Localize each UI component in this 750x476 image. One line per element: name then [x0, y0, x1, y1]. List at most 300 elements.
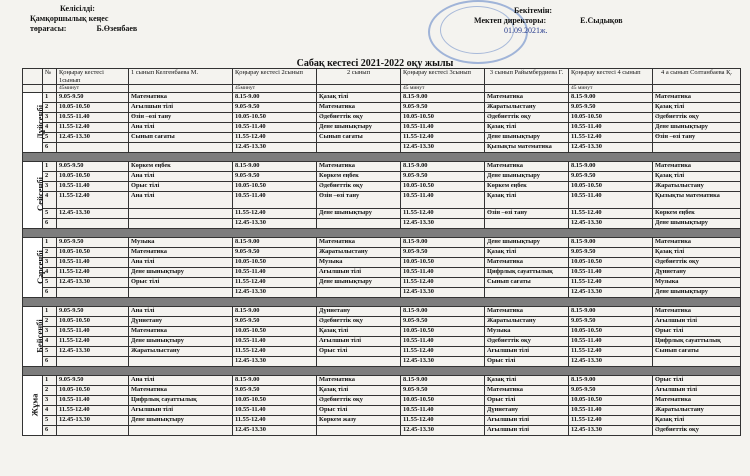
subject-cell	[317, 219, 401, 229]
subject-cell: Қазақ тілі	[317, 93, 401, 103]
day-name: Сейсенбі	[35, 176, 46, 212]
bell-time: 12.45-13.30	[57, 416, 129, 426]
col-bell3: Қоңырау кестесі 3сынып	[401, 69, 485, 85]
bell-time: 8.15-9.00	[233, 93, 317, 103]
bell-time: 9.05-9.50	[401, 248, 485, 258]
table-row	[23, 268, 741, 278]
bell-time: 10.05-10.50	[569, 327, 653, 337]
bell-time: 10.55-11.40	[233, 337, 317, 347]
subject-cell: Сынып сағаты	[317, 133, 401, 143]
day-name: Жұма	[29, 393, 40, 416]
bell-time: 8.15-9.00	[569, 376, 653, 386]
subject-cell: Көркем еңбек	[317, 172, 401, 182]
subject-cell: Әдебиеттік оқу	[317, 182, 401, 192]
bell-time: 8.15-9.00	[401, 307, 485, 317]
minutes-2: 45минут	[233, 85, 317, 93]
bell-time: 9.05-9.50	[57, 376, 129, 386]
bell-time: 10.05-10.50	[233, 396, 317, 406]
subject-cell	[317, 143, 401, 153]
bell-time: 12.45-13.30	[569, 143, 653, 153]
bell-time: 10.55-11.40	[233, 406, 317, 416]
subject-cell	[317, 357, 401, 367]
subject-cell: Әдебиеттік оқу	[653, 113, 741, 123]
bell-time: 11.55-12.40	[233, 416, 317, 426]
lesson-number: 6	[43, 143, 57, 153]
table-row	[23, 396, 741, 406]
subject-cell: Өзін –өзі тану	[317, 192, 401, 209]
lesson-number: 2	[43, 103, 57, 113]
bell-time: 10.05-10.50	[401, 327, 485, 337]
subject-cell	[485, 219, 569, 229]
bell-time: 12.45-13.30	[57, 278, 129, 288]
subject-cell: Әдебиеттік оқу	[653, 426, 741, 436]
table-row	[23, 93, 741, 103]
subject-cell: Ана тілі	[129, 123, 233, 133]
subject-cell: Орыс тілі	[653, 327, 741, 337]
lesson-number: 1	[43, 376, 57, 386]
bell-time: 8.15-9.00	[233, 162, 317, 172]
subject-cell: Өзін –өзі тану	[129, 113, 233, 123]
subject-cell: Әдебиеттік оқу	[317, 396, 401, 406]
bell-time: 10.55-11.40	[233, 123, 317, 133]
bell-time: 10.55-11.40	[569, 192, 653, 209]
bell-time	[57, 426, 129, 436]
approval-date: 01.09.2021ж.	[504, 26, 548, 35]
subject-cell: Музыка	[653, 278, 741, 288]
subject-cell: Орыс тілі	[317, 347, 401, 357]
subject-cell: Ана тілі	[129, 172, 233, 182]
bell-time: 12.45-13.30	[233, 143, 317, 153]
subject-cell: Музыка	[485, 327, 569, 337]
subject-cell: Ағылшын тілі	[485, 347, 569, 357]
bell-time: 10.55-11.40	[57, 258, 129, 268]
bell-time: 12.45-13.30	[401, 143, 485, 153]
bell-time: 12.45-13.30	[233, 426, 317, 436]
bell-time: 10.05-10.50	[57, 386, 129, 396]
bell-time: 11.55-12.40	[401, 209, 485, 219]
bell-time: 8.15-9.00	[233, 307, 317, 317]
agreed-label: Келісілді:	[60, 4, 95, 13]
subject-cell	[485, 288, 569, 298]
subject-cell	[129, 288, 233, 298]
bell-time: 9.05-9.50	[569, 386, 653, 396]
subject-cell: Қазақ тілі	[485, 123, 569, 133]
subject-cell: Цифрлық сауаттылық	[653, 337, 741, 347]
col-class3: 3 сынып Райымбердиева Г.	[485, 69, 569, 85]
table-row	[23, 133, 741, 143]
subject-cell: Дене шынықтыру	[129, 268, 233, 278]
subject-cell: Дене шынықтыру	[317, 209, 401, 219]
subject-cell: Музыка	[129, 238, 233, 248]
subject-cell: Жаратылыстану	[129, 347, 233, 357]
subject-cell	[317, 426, 401, 436]
day-label	[23, 376, 43, 436]
subject-cell: Әдебиеттік оқу	[485, 337, 569, 347]
bell-time: 11.55-12.40	[233, 347, 317, 357]
table-row	[23, 219, 741, 229]
table-row	[23, 192, 741, 209]
lesson-number: 5	[43, 209, 57, 219]
subject-cell: Ағылшын тілі	[317, 268, 401, 278]
bell-time: 11.55-12.40	[401, 416, 485, 426]
subject-cell: Математика	[317, 103, 401, 113]
bell-time	[57, 143, 129, 153]
subject-cell: Әдебиеттік оқу	[317, 113, 401, 123]
subject-cell: Қызықты математика	[485, 143, 569, 153]
bell-time: 10.05-10.50	[401, 258, 485, 268]
subject-cell: Цифрлық сауаттылық	[485, 268, 569, 278]
bell-time: 12.45-13.30	[401, 219, 485, 229]
bell-time: 10.55-11.40	[401, 268, 485, 278]
bell-time: 11.55-12.40	[233, 209, 317, 219]
day-separator	[23, 229, 741, 238]
subject-cell: Дене шынықтыру	[485, 133, 569, 143]
table-row	[23, 209, 741, 219]
bell-time	[57, 219, 129, 229]
bell-time: 10.55-11.40	[569, 406, 653, 416]
bell-time: 12.45-13.30	[233, 219, 317, 229]
bell-time: 10.55-11.40	[569, 123, 653, 133]
bell-time: 12.45-13.30	[233, 357, 317, 367]
subject-cell: Математика	[485, 307, 569, 317]
lesson-number: 1	[43, 307, 57, 317]
subject-cell: Қазақ тілі	[485, 192, 569, 209]
agreement-block	[30, 4, 137, 34]
subject-cell: Өзін –өзі тану	[485, 209, 569, 219]
col-class2: 2 сынып	[317, 69, 401, 85]
subject-cell: Қазақ тілі	[317, 327, 401, 337]
bell-time: 12.45-13.30	[57, 209, 129, 219]
bell-time: 9.05-9.50	[233, 317, 317, 327]
day-label	[23, 93, 46, 153]
day-label	[23, 307, 43, 367]
table-row	[23, 238, 741, 248]
subject-cell: Ағылшын тілі	[653, 386, 741, 396]
subject-cell: Дүниетану	[485, 406, 569, 416]
director-label: Мектеп директоры:	[474, 16, 547, 25]
bell-time: 10.05-10.50	[57, 172, 129, 182]
subject-cell: Көркем еңбек	[485, 182, 569, 192]
subject-cell	[129, 209, 233, 219]
bell-time: 9.05-9.50	[57, 162, 129, 172]
subject-cell: Жаратылыстану	[485, 317, 569, 327]
subject-cell: Дене шынықтыру	[653, 219, 741, 229]
lesson-number: 3	[43, 182, 57, 192]
bell-time: 10.05-10.50	[233, 182, 317, 192]
bell-time: 10.55-11.40	[569, 337, 653, 347]
subject-cell: Көркем жазу	[317, 416, 401, 426]
table-row	[23, 337, 741, 347]
subject-cell: Музыка	[317, 258, 401, 268]
lesson-number: 4	[43, 192, 57, 209]
subject-cell: Дене шынықтыру	[317, 123, 401, 133]
table-row	[23, 416, 741, 426]
minutes-1: 45минут	[57, 85, 129, 93]
lesson-number: 3	[43, 396, 57, 406]
table-row	[23, 162, 741, 172]
subject-cell: Дене шынықтыру	[653, 288, 741, 298]
lesson-number: 5	[43, 347, 57, 357]
bell-time: 9.05-9.50	[233, 172, 317, 182]
subject-cell: Дене шынықтыру	[317, 278, 401, 288]
subject-cell: Математика	[485, 162, 569, 172]
col-class1: 1 сынып Келгенбаева М.	[129, 69, 233, 85]
bell-time: 8.15-9.00	[569, 238, 653, 248]
subject-cell: Дүниетану	[317, 307, 401, 317]
lesson-number: 6	[43, 288, 57, 298]
bell-time: 8.15-9.00	[233, 238, 317, 248]
subject-cell: Ағылшын тілі	[485, 426, 569, 436]
lesson-number: 5	[43, 133, 57, 143]
col-bell1: Қоңырау кестесі 1сынып	[57, 69, 129, 85]
subject-cell: Қазақ тілі	[317, 386, 401, 396]
bell-time: 11.55-12.40	[401, 278, 485, 288]
table-row	[23, 123, 741, 133]
bell-time: 9.05-9.50	[233, 248, 317, 258]
bell-time: 11.55-12.40	[57, 268, 129, 278]
bell-time: 9.05-9.50	[401, 172, 485, 182]
bell-time	[57, 357, 129, 367]
subject-cell: Орыс тілі	[485, 396, 569, 406]
bell-time: 10.55-11.40	[401, 337, 485, 347]
subject-cell: Математика	[129, 327, 233, 337]
lesson-number: 4	[43, 268, 57, 278]
bell-time: 10.05-10.50	[569, 113, 653, 123]
header-row	[23, 69, 741, 85]
subject-cell: Жаратылыстану	[485, 103, 569, 113]
corner-cell	[23, 69, 43, 85]
table-row	[23, 357, 741, 367]
subject-cell: Математика	[653, 238, 741, 248]
bell-time: 11.55-12.40	[57, 123, 129, 133]
lesson-number: 1	[43, 93, 57, 103]
minutes-row	[23, 85, 741, 93]
table-row	[23, 307, 741, 317]
lesson-number: 1	[43, 162, 57, 172]
subject-cell: Ағылшын тілі	[129, 103, 233, 113]
subject-cell: Сынып сағаты	[485, 278, 569, 288]
bell-time: 10.55-11.40	[401, 192, 485, 209]
table-row	[23, 426, 741, 436]
bell-time: 10.55-11.40	[57, 396, 129, 406]
bell-time: 12.45-13.30	[569, 357, 653, 367]
lesson-number: 2	[43, 172, 57, 182]
lesson-number: 4	[43, 123, 57, 133]
bell-time: 11.55-12.40	[569, 416, 653, 426]
lesson-number: 2	[43, 386, 57, 396]
bell-time: 8.15-9.00	[401, 93, 485, 103]
bell-time: 10.05-10.50	[57, 103, 129, 113]
table-row	[23, 347, 741, 357]
subject-cell: Математика	[653, 396, 741, 406]
council-title: төрағасы:	[30, 24, 67, 33]
lesson-number: 6	[43, 219, 57, 229]
subject-cell: Дүниетану	[129, 317, 233, 327]
bell-time: 11.55-12.40	[569, 209, 653, 219]
bell-time: 12.45-13.30	[57, 133, 129, 143]
subject-cell: Дене шынықтыру	[129, 416, 233, 426]
bell-time: 8.15-9.00	[569, 162, 653, 172]
bell-time: 10.05-10.50	[57, 248, 129, 258]
bell-time: 8.15-9.00	[401, 162, 485, 172]
subject-cell: Дене шынықтыру	[653, 123, 741, 133]
table-row	[23, 103, 741, 113]
day-label	[23, 238, 43, 298]
subject-cell: Көркем еңбек	[653, 209, 741, 219]
bell-time: 10.55-11.40	[57, 113, 129, 123]
subject-cell: Орыс тілі	[129, 182, 233, 192]
subject-cell: Математика	[129, 248, 233, 258]
bell-time: 10.05-10.50	[233, 258, 317, 268]
subject-cell: Қызықты математика	[653, 192, 741, 209]
subject-cell: Дене шынықтыру	[485, 238, 569, 248]
subject-cell: Қазақ тілі	[653, 248, 741, 258]
bell-time: 11.55-12.40	[401, 133, 485, 143]
bell-time: 9.05-9.50	[57, 238, 129, 248]
subject-cell: Орыс тілі	[653, 376, 741, 386]
table-row	[23, 258, 741, 268]
subject-cell	[129, 219, 233, 229]
table-row	[23, 288, 741, 298]
lesson-number: 1	[43, 238, 57, 248]
lesson-number: 6	[43, 426, 57, 436]
subject-cell: Әдебиеттік оқу	[485, 113, 569, 123]
bell-time: 10.55-11.40	[401, 123, 485, 133]
table-row	[23, 113, 741, 123]
bell-time: 11.55-12.40	[233, 278, 317, 288]
table-row	[23, 317, 741, 327]
director-name: Е.Сыдықов	[580, 16, 623, 25]
subject-cell: Ана тілі	[129, 307, 233, 317]
bell-time: 9.05-9.50	[233, 386, 317, 396]
subject-cell: Орыс тілі	[317, 406, 401, 416]
bell-time: 12.45-13.30	[401, 426, 485, 436]
bell-time: 10.05-10.50	[57, 317, 129, 327]
day-separator	[23, 298, 741, 307]
subject-cell: Қазақ тілі	[485, 248, 569, 258]
day-separator	[23, 367, 741, 376]
subject-cell: Математика	[317, 238, 401, 248]
subject-cell: Ағылшын тілі	[485, 416, 569, 426]
bell-time: 9.05-9.50	[57, 307, 129, 317]
subject-cell: Әдебиеттік оқу	[317, 317, 401, 327]
council-name: Б.Өзенбаев	[96, 24, 138, 33]
day-name: Дүйсенбі	[35, 104, 46, 139]
bell-time: 9.05-9.50	[401, 103, 485, 113]
lesson-number: 2	[43, 317, 57, 327]
subject-cell: Ағылшын тілі	[129, 406, 233, 416]
day-name: Бейсенбі	[34, 318, 45, 353]
bell-time: 12.45-13.30	[401, 357, 485, 367]
subject-cell	[129, 143, 233, 153]
schedule-body	[23, 93, 741, 436]
bell-time: 9.05-9.50	[57, 93, 129, 103]
bell-time: 12.45-13.30	[233, 288, 317, 298]
bell-time: 9.05-9.50	[569, 317, 653, 327]
subject-cell: Математика	[317, 162, 401, 172]
council-line-1: Қамқоршылық кеңес	[30, 14, 109, 23]
subject-cell: Орыс тілі	[485, 357, 569, 367]
subject-cell: Ағылшын тілі	[317, 337, 401, 347]
bell-time: 10.05-10.50	[401, 113, 485, 123]
subject-cell: Математика	[129, 93, 233, 103]
approved-label: Бекітемін:	[514, 6, 553, 15]
subject-cell: Ағылшын тілі	[653, 317, 741, 327]
bell-time: 8.15-9.00	[401, 376, 485, 386]
bell-time: 11.55-12.40	[569, 278, 653, 288]
subject-cell: Математика	[317, 376, 401, 386]
table-row	[23, 327, 741, 337]
subject-cell: Дене шынықтыру	[485, 172, 569, 182]
subject-cell: Әдебиеттік оқу	[653, 258, 741, 268]
col-num: №	[43, 69, 57, 85]
subject-cell: Сынып сағаты	[129, 133, 233, 143]
bell-time: 12.45-13.30	[569, 288, 653, 298]
approval-block	[474, 6, 623, 36]
lesson-number: 6	[43, 357, 57, 367]
subject-cell: Математика	[485, 93, 569, 103]
bell-time: 8.15-9.00	[569, 307, 653, 317]
lesson-number: 4	[43, 337, 57, 347]
bell-time: 10.05-10.50	[401, 396, 485, 406]
bell-time: 8.15-9.00	[401, 238, 485, 248]
subject-cell: Қазақ тілі	[485, 376, 569, 386]
subject-cell	[129, 357, 233, 367]
bell-time: 10.55-11.40	[233, 192, 317, 209]
bell-time: 10.55-11.40	[57, 327, 129, 337]
bell-time: 11.55-12.40	[569, 347, 653, 357]
table-row	[23, 143, 741, 153]
bell-time: 9.05-9.50	[569, 103, 653, 113]
subject-cell: Көркем еңбек	[129, 162, 233, 172]
subject-cell: Математика	[653, 307, 741, 317]
col-class4: 4 а сынып Солтанбаева Қ.	[653, 69, 741, 85]
table-row	[23, 172, 741, 182]
table-row	[23, 406, 741, 416]
bell-time: 9.05-9.50	[401, 317, 485, 327]
page-title: Сабақ кестесі 2021-2022 оқу жылы	[296, 58, 454, 69]
bell-time: 9.05-9.50	[233, 103, 317, 113]
subject-cell: Жаратылыстану	[317, 248, 401, 258]
subject-cell: Қазақ тілі	[653, 172, 741, 182]
bell-time: 9.05-9.50	[401, 386, 485, 396]
subject-cell: Қазақ тілі	[653, 103, 741, 113]
bell-time: 10.05-10.50	[233, 113, 317, 123]
bell-time: 12.45-13.30	[57, 347, 129, 357]
bell-time: 11.55-12.40	[401, 347, 485, 357]
col-bell4: Қоңырау кестесі 4 сынып	[569, 69, 653, 85]
subject-cell: Ана тілі	[129, 192, 233, 209]
subject-cell	[653, 143, 741, 153]
bell-time: 12.45-13.30	[569, 219, 653, 229]
bell-time: 10.05-10.50	[233, 327, 317, 337]
table-row	[23, 376, 741, 386]
table-row	[23, 278, 741, 288]
bell-time: 10.55-11.40	[401, 406, 485, 416]
subject-cell	[129, 426, 233, 436]
subject-cell: Математика	[485, 386, 569, 396]
bell-time: 11.55-12.40	[233, 133, 317, 143]
bell-time: 12.45-13.30	[401, 288, 485, 298]
subject-cell: Жаратылыстану	[653, 406, 741, 416]
col-bell2: Қоңырау кестесі 2сынып	[233, 69, 317, 85]
bell-time: 9.05-9.50	[569, 248, 653, 258]
subject-cell	[317, 288, 401, 298]
day-label	[23, 162, 46, 229]
bell-time: 10.05-10.50	[569, 182, 653, 192]
subject-cell: Сынып сағаты	[653, 347, 741, 357]
table-row	[23, 248, 741, 258]
